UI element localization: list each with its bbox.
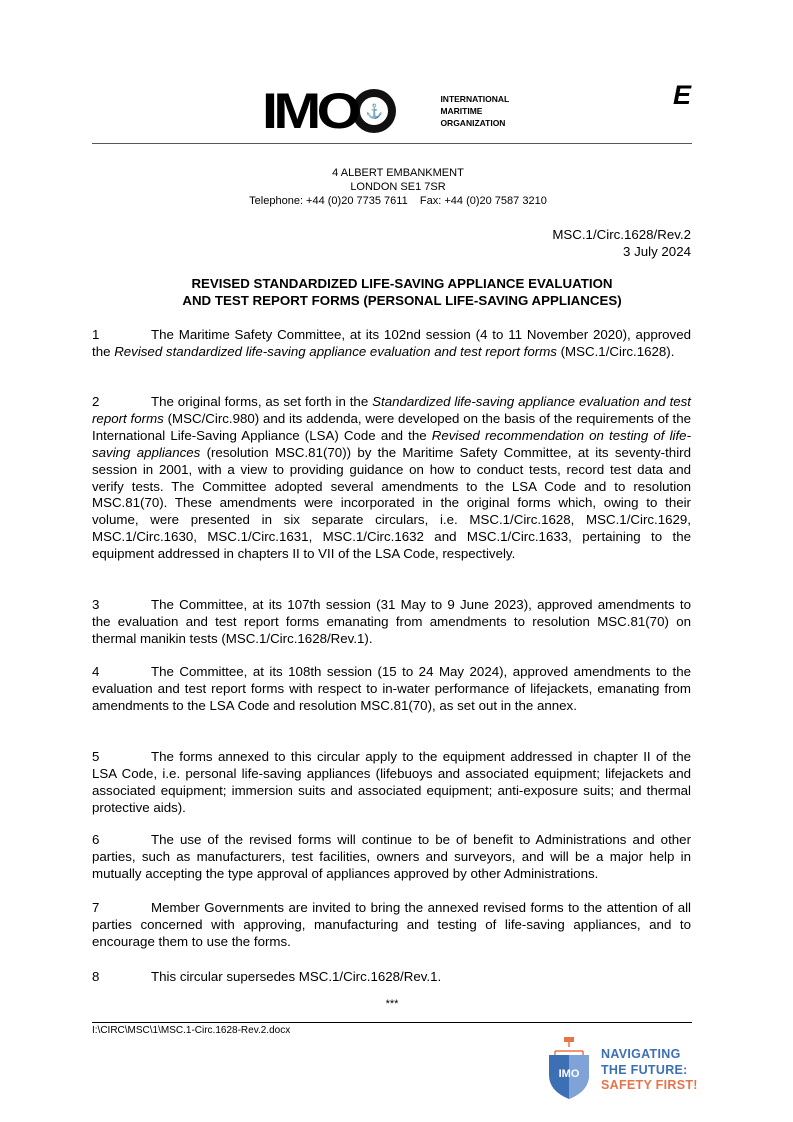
document-title (92, 276, 712, 309)
paragraph-number: 1 (92, 327, 100, 342)
paragraph-number: 5 (92, 749, 100, 764)
slogan-line: NAVIGATING (601, 1047, 681, 1061)
address-line: LONDON SE1 7SR (350, 181, 446, 193)
address-block (92, 166, 704, 208)
un-emblem-icon: ⚓ (352, 89, 396, 133)
org-line: INTERNATIONAL (440, 94, 510, 104)
end-mark: *** (385, 998, 399, 1010)
paragraph-number: 6 (92, 832, 100, 847)
text: This circular supersedes MSC.1/Circ.1628/Rev.1. (151, 969, 442, 984)
text: The Committee, at its 108th session (15 to 24 May 2024), approved amendments to the evaluation and test report forms with respect to in-water performance of lifejackets, emanating from amendments to the LSA Code and resolution MSC.81(70), as set out in the annex. (92, 664, 691, 713)
document-reference: MSC.1/Circ.1628/Rev.2 (552, 227, 691, 242)
paragraph-2 (92, 394, 691, 563)
paragraph-number: 2 (92, 394, 100, 409)
paragraph-7 (92, 900, 691, 951)
file-path: I:\CIRC\MSC\1\MSC.1-Circ.1628-Rev.2.docx (92, 1025, 291, 1036)
text: The use of the revised forms will continue to be of benefit to Administrations and other parties, such as manufacturers, test facilities, owners and surveyors, and will be a major help in mutually accepting the type approval of appliances approved by other Administrations. (92, 832, 691, 881)
organization-name (440, 93, 509, 129)
text: The forms annexed to this circular apply to the equipment addressed in chapter II of the LSA Code, i.e. personal life-saving appliances (lifebuoys and associated equipment; lifejackets and associated equipment; immersion suits and associated equipment; anti-exposure suits; and thermal protective aids). (92, 749, 691, 815)
paragraph-1 (92, 327, 691, 361)
address-line: 4 ALBERT EMBANKMENT (332, 167, 464, 179)
italic-title: Standardized life-saving appliance evaluation and test report forms (92, 394, 691, 426)
paragraph-number: 3 (92, 597, 100, 612)
text: The Committee, at its 107th session (31 May to 9 June 2023), approved amendments to the evaluation and test report forms emanating from amendments to resolution MSC.81(70) on thermal manikin tests (MSC.1/Circ.1628/Rev.1). (92, 597, 691, 646)
language-code: E (672, 80, 691, 110)
title-line: AND TEST REPORT FORMS (PERSONAL LIFE-SAVING APPLIANCES) (182, 292, 622, 308)
imo-logo-text: IMO (262, 83, 357, 139)
text: The original forms, as set forth in the (151, 394, 373, 409)
navigating-the-future-logo (545, 1035, 698, 1101)
header-rule (92, 143, 692, 144)
paragraph-number: 7 (92, 900, 100, 915)
title-line: REVISED STANDARDIZED LIFE-SAVING APPLIANCE EVALUATION (191, 276, 613, 291)
paragraph-8 (92, 969, 691, 986)
italic-title: Revised standardized life-saving appliance evaluation and test report forms (114, 343, 557, 359)
italic-title: Revised recommendation on testing of life-saving appliances (92, 427, 691, 460)
text: (MSC.1/Circ.1628). (556, 343, 675, 359)
shield-icon (545, 1035, 593, 1101)
contact-line: Telephone: +44 (0)20 7735 7611 Fax: +44 (0)20 7587 3210 (249, 195, 547, 207)
text: (resolution MSC.81(70)) by the Maritime Safety Committee, at its seventy-third session in 2001, with a view to providing guidance on how to conduct tests, record test data and verify tests. The Committee adopted several amendments to the LSA Code and to resolution MSC.81(70). These amendments were incorporated in the original forms which, owing to their volume, were presented in six separate circulars, i.e. MSC.1/Circ.1628, MSC.1/Circ.1629, MSC.1/Circ.1630, MSC.1/Circ.1631, MSC.1/Circ.1632 and MSC.1/Circ.1633, pertaining to the equipment addressed in chapters II to VII of the LSA Code, respectively. (92, 444, 691, 562)
paragraph-number: 8 (92, 969, 100, 984)
paragraph-5 (92, 749, 691, 817)
imo-logo (262, 83, 510, 139)
footer-rule (92, 1022, 692, 1023)
org-line: MARITIME (440, 106, 483, 116)
badge-logo-text: IMO (558, 1068, 580, 1080)
text: (MSC/Circ.980) and its addenda, were developed on the basis of the requirements of the International Life-Saving Appliance (LSA) Code and the (92, 410, 691, 443)
text: The Maritime Safety Committee, at its 102nd session (4 to 11 November 2020), approved the (92, 327, 691, 359)
paragraph-6 (92, 832, 691, 883)
paragraph-3 (92, 597, 691, 648)
paragraph-4 (92, 664, 691, 715)
slogan-line: THE FUTURE: (601, 1062, 688, 1077)
org-line: ORGANIZATION (440, 118, 506, 128)
paragraph-number: 4 (92, 664, 100, 679)
document-date: 3 July 2024 (622, 244, 691, 259)
slogan-line: SAFETY FIRST! (601, 1078, 698, 1092)
text: Member Governments are invited to bring the annexed revised forms to the attention of all parties concerned with approving, manufacturing and testing of life-saving appliances, and to encourage them to use the forms. (92, 900, 691, 949)
slogan (601, 1047, 698, 1094)
